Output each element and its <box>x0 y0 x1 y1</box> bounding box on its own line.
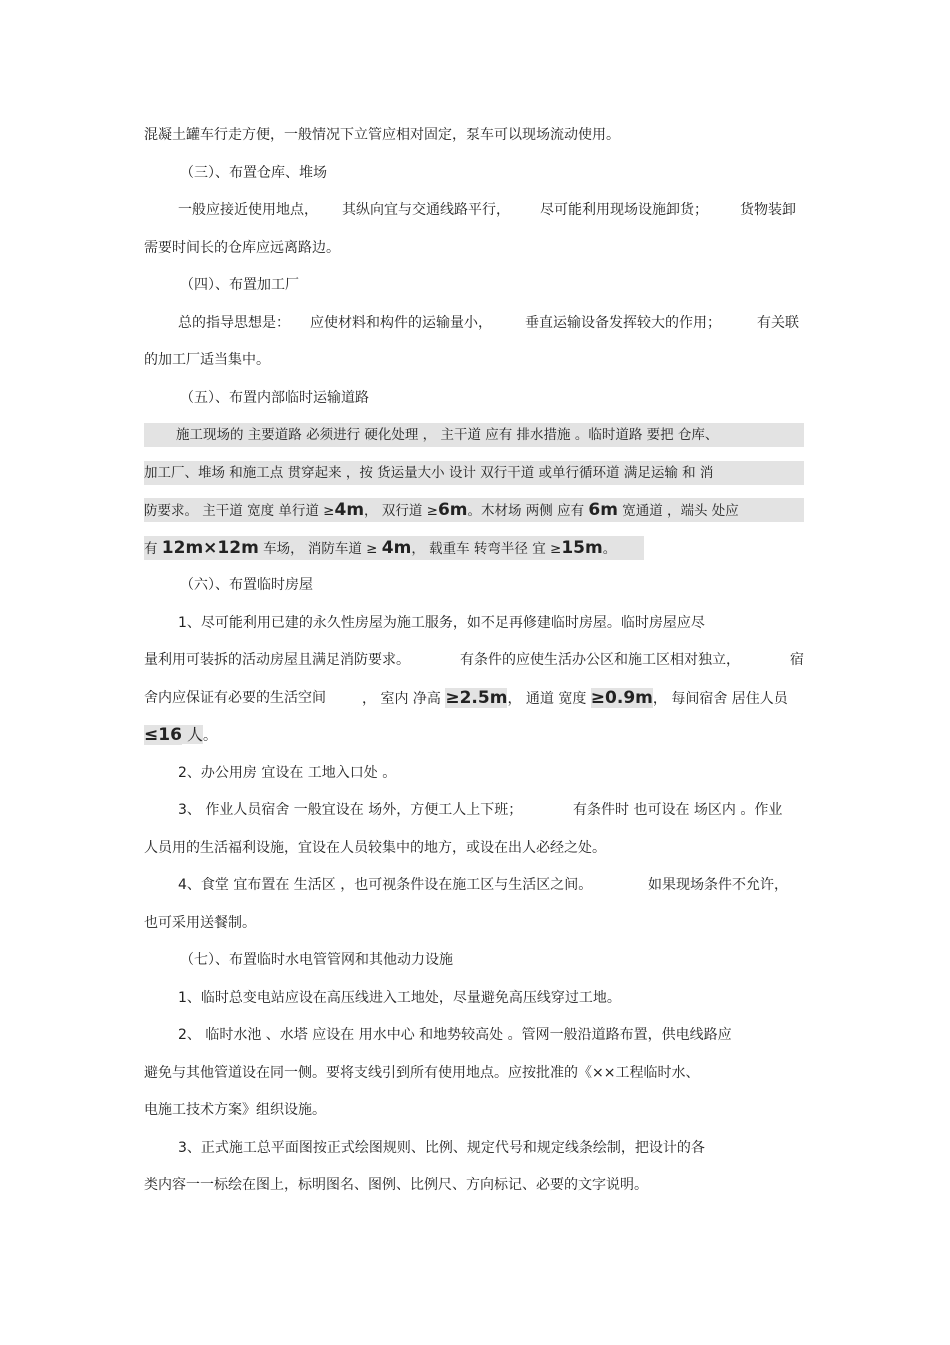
value-run: 4m <box>381 538 412 558</box>
value-run: ≥0.9m <box>590 688 653 708</box>
value-run: 15m <box>561 538 603 558</box>
text-line <box>144 538 616 559</box>
section-heading: （七）、布置临时水电管管网和其他动力设施 <box>180 952 453 968</box>
section-heading: （六）、布置临时房屋 <box>180 577 313 593</box>
text-line: 2、 临时水池 、水塔 应设在 用水中心 和地势较高处 。管网一般沿道路布置，供电线路应 <box>178 1027 732 1043</box>
text-line: 需要时间长的仓库应远离路边。 <box>144 240 340 256</box>
text-run: 。 <box>602 541 617 557</box>
text-line: 应使材料和构件的运输量小， <box>310 315 492 331</box>
text-line <box>144 725 217 746</box>
text-run: ， 通道 宽度 <box>507 691 591 707</box>
value-run: 6m <box>588 500 618 520</box>
text-run: ， 载重车 转弯半径 宜 ≥ <box>411 541 562 557</box>
section-heading: （五）、布置内部临时运输道路 <box>180 390 369 406</box>
value-run: 4m <box>334 500 365 520</box>
value-run: 12m×12m <box>161 538 259 558</box>
text-run: 。 <box>203 728 217 744</box>
text-run: 。木材场 两侧 应有 <box>467 503 589 519</box>
text-line: 如果现场条件不允许， <box>648 877 788 893</box>
value-run: ≥2.5m <box>445 688 508 708</box>
section-heading: （四）、布置加工厂 <box>180 277 299 293</box>
text-line: 混凝土罐车行走方便，一般情况下立管应相对固定，泵车可以现场流动使用。 <box>144 127 620 143</box>
text-line: 其纵向宜与交通线路平行， <box>342 202 510 218</box>
text-line <box>362 688 788 709</box>
text-line: 4、食堂 宜布置在 生活区 ，也可视条件设在施工区与生活区之间。 <box>178 877 593 893</box>
text-line: 有关联 <box>757 315 799 331</box>
text-line: 1、临时总变电站应设在高压线进入工地处，尽量避免高压线穿过工地。 <box>178 990 621 1006</box>
text-run: 宽通道 ，端头 处应 <box>617 503 739 519</box>
text-line: 有条件时 也可设在 场区内 。作业 <box>573 802 783 818</box>
text-line: 也可采用送餐制。 <box>144 915 256 931</box>
text-run: ， 室内 净高 <box>362 691 446 707</box>
text-line: 尽可能利用现场设施卸货； <box>540 202 708 218</box>
text-run: 有 <box>144 541 162 557</box>
text-run: 防要求。 主干道 宽度 单行道 ≥ <box>144 503 335 519</box>
text-line: 避免与其他管道设在同一侧。要将支线引到所有使用地点。应按批准的《××工程临时水、 <box>144 1065 700 1081</box>
text-line: 的加工厂适当集中。 <box>144 352 270 368</box>
text-line: 垂直运输设备发挥较大的作用； <box>525 315 721 331</box>
text-run: ， 每间宿舍 居住人员 <box>652 691 788 707</box>
text-line: 3、正式施工总平面图按正式绘图规则、比例、规定代号和规定线条绘制，把设计的各 <box>178 1140 705 1156</box>
text-run: ， 双行道 ≥ <box>364 503 438 519</box>
text-line: 总的指导思想是： <box>178 315 290 331</box>
section-heading: （三）、布置仓库、堆场 <box>180 165 327 181</box>
text-line: 量利用可装拆的活动房屋且满足消防要求。 <box>144 652 410 668</box>
text-line: 一般应接近使用地点， <box>178 202 318 218</box>
text-line: 类内容一一标绘在图上，标明图名、图例、比例尺、方向标记、必要的文字说明。 <box>144 1177 648 1193</box>
text-line: 宿 <box>790 652 804 668</box>
text-line: 电施工技术方案》组织设施。 <box>144 1102 326 1118</box>
text-line: 3、 作业人员宿舍 一般宜设在 场外，方便工人上下班； <box>178 802 523 818</box>
text-line: 有条件的应使生活办公区和施工区相对独立， <box>460 652 740 668</box>
text-run: 舍内应保证有必要的生活空间 <box>144 690 326 706</box>
text-line: 加工厂、堆场 和施工点 贯穿起来 ，按 货运量大小 设计 双行干道 或单行循环道 满足运输 和 消 <box>144 465 714 481</box>
text-line: 2、办公用房 宜设在 工地入口处 。 <box>178 765 397 781</box>
value-run: 6m <box>437 500 468 520</box>
text-line: 1、尽可能利用已建的永久性房屋为施工服务，如不足再修建临时房屋。临时房屋应尽 <box>178 615 705 631</box>
text-run: 人 <box>181 725 203 744</box>
text-line: 人员用的生活福利设施，宜设在人员较集中的地方，或设在出人必经之处。 <box>144 840 606 856</box>
text-line <box>144 688 326 708</box>
text-line: 货物装卸 <box>740 202 796 218</box>
text-run: 车场， 消防车道 ≥ <box>258 541 382 557</box>
text-line: 施工现场的 主要道路 必须进行 硬化处理 ， 主干道 应有 排水措施 。临时道路 要把 仓库、 <box>176 427 719 443</box>
value-run: ≤16 <box>144 725 182 745</box>
text-line <box>144 500 739 521</box>
